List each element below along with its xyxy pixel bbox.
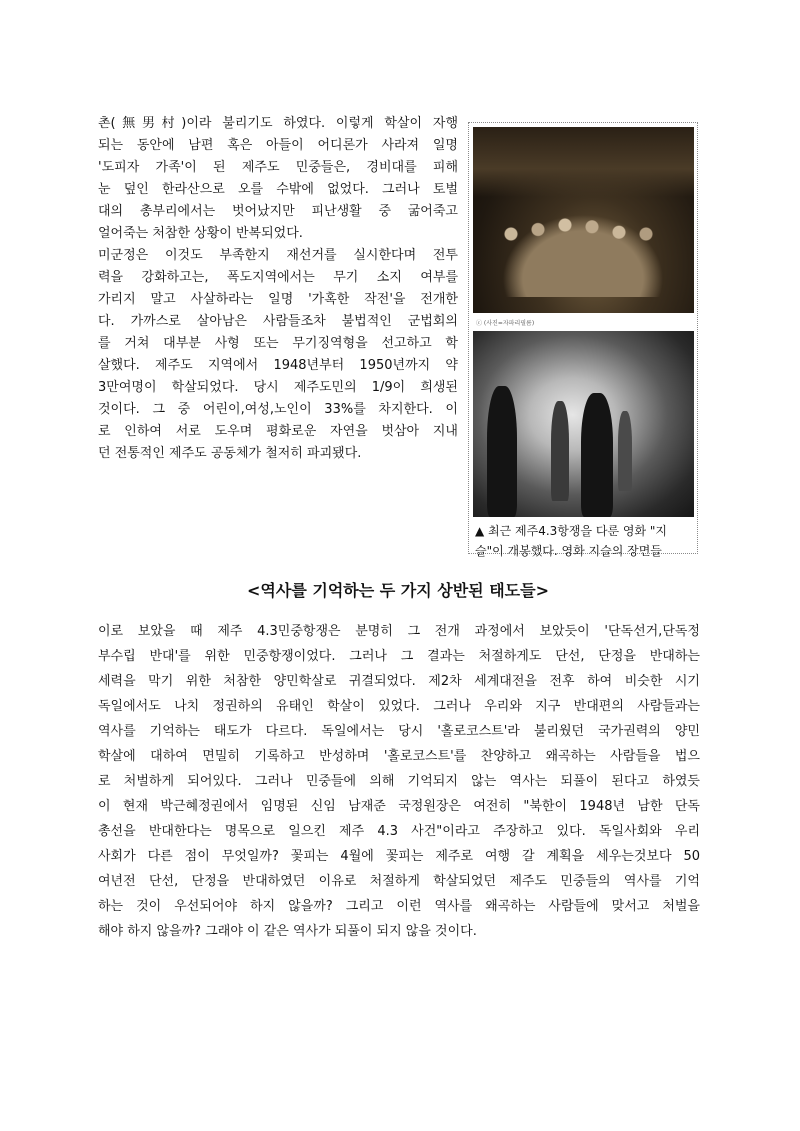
text-line: 총선을 반대한다는 명목으로 일으킨 제주 4.3 사건"이라고 주장하고 있다. 독일사회와 우리 — [98, 824, 700, 839]
text-line: 것이다. 그 중 어린이,여성,노인이 33%를 차지한다. 이 — [98, 402, 458, 417]
soldier-silhouette — [618, 411, 632, 491]
paragraph-military-government — [98, 245, 458, 465]
text-line: 사회가 다른 점이 무엇일까? 꽃피는 4월에 꽃피는 제주로 여행 갈 계획을 세우는것보다 50 — [98, 849, 700, 864]
text-line: 역사를 기억하는 태도가 다르다. 독일에서는 당시 '홀로코스트'라 불리웠던 국가권력의 양민 — [98, 724, 700, 739]
text-line: 이로 보았을 때 제주 4.3민중항쟁은 분명히 그 전개 과정에서 보았듯이 '단독선거,단독정 — [98, 624, 700, 639]
soldier-silhouette — [551, 401, 569, 501]
caption-line: ▲ 최근 제주4.3항쟁을 다룬 영화 "지 — [475, 524, 668, 538]
text-line: 독일에서도 나치 정권하의 유태인 학살이 있었다. 그러나 우리와 지구 반대편의 사람들과는 — [98, 699, 700, 714]
text-line: 학살에 대하여 면밀히 기록하고 반성하며 '홀로코스트'를 찬양하고 왜곡하는 사람들을 법으 — [98, 749, 700, 764]
text-line: 가리지 말고 사살하라는 일명 '가혹한 작전'을 전개한 — [98, 292, 458, 307]
text-line: 여년전 단선, 단정을 반대하였던 이유로 처절하게 학살되었던 제주도 민중들의 역사를 기억 — [98, 874, 700, 889]
text-line: 로 처벌하게 되어있다. 그러나 민중들에 의해 기억되지 않는 역사는 되풀이 된다고 하였듯 — [98, 774, 700, 789]
text-line: 미군정은 이것도 부족한지 재선거를 실시한다며 전투 — [98, 248, 458, 263]
text-line: 하는 것이 우선되어야 하지 않을까? 그리고 이런 역사를 왜곡하는 사람들에 맞서고 처벌을 — [98, 899, 700, 914]
caption-line: 슬"이 개봉했다. 영화 지슬의 장면들 — [475, 544, 662, 558]
soldier-silhouette — [581, 393, 613, 517]
photo-credit: ⓒ (사진=자파리필름) — [476, 320, 535, 327]
text-line: '도피자 가족'이 된 제주도 민중들은, 경비대를 피해 — [98, 160, 458, 175]
section-title: <역사를 기억하는 두 가지 상반된 태도들> — [247, 581, 549, 600]
text-line: 대의 총부리에서는 벗어났지만 피난생활 중 굶어죽고 — [98, 204, 458, 219]
figure-box — [468, 122, 698, 558]
left-column-text — [98, 113, 458, 465]
cave-scene-photo — [473, 127, 694, 327]
text-line: 해야 하지 않을까? 그래야 이 같은 역사가 되풀이 되지 않을 것이다. — [98, 924, 477, 939]
text-line: 다. 가까스로 살아남은 사람들조차 불법적인 군법회의 — [98, 314, 458, 329]
text-line: 살했다. 제주도 지역에서 1948년부터 1950년까지 약 — [98, 358, 458, 373]
text-line: 던 전통적인 제주도 공동체가 철저히 파괴됐다. — [98, 446, 362, 461]
text-line: 이 현재 박근혜정권에서 임명된 신임 남재준 국정원장은 여전히 "북한이 1948년 남한 단독 — [98, 799, 700, 814]
text-line: 촌(無男村)이라 불리기도 하였다. 이렇게 학살이 자행 — [98, 116, 458, 131]
text-line: 눈 덮인 한라산으로 오를 수밖에 없었다. 그러나 토벌 — [98, 182, 458, 197]
text-line: 세력을 막기 위한 처참한 양민학살로 귀결되었다. 제2차 세계대전을 전후 하여 비슷한 시기 — [98, 674, 700, 689]
figure-caption — [475, 521, 691, 561]
soldier-silhouette — [487, 386, 517, 517]
section-body — [98, 619, 700, 944]
paragraph-refugees — [98, 113, 458, 245]
cave-roof-shading — [473, 127, 694, 197]
text-line: 되는 동안에 남편 혹은 아들이 어디론가 사라져 일명 — [98, 138, 458, 153]
text-line: 를 거쳐 대부분 사형 또는 무기징역형을 선고하고 학 — [98, 336, 458, 351]
tunnel-scene-photo — [473, 331, 694, 517]
text-line: 력을 강화하고는, 폭도지역에서는 무기 소지 여부를 — [98, 270, 458, 285]
text-line: 3만여명이 학살되었다. 당시 제주도민의 1/9이 희생된 — [98, 380, 458, 395]
text-line: 얼어죽는 처참한 상황이 반복되었다. — [98, 226, 303, 241]
cave-people-group — [493, 207, 673, 297]
text-line: 부수립 반대'를 위한 민중항쟁이었다. 그러나 그 결과는 처절하게도 단선, 단정을 반대하는 — [98, 649, 700, 664]
text-line: 로 인하여 서로 도우며 평화로운 자연을 벗삼아 지내 — [98, 424, 458, 439]
